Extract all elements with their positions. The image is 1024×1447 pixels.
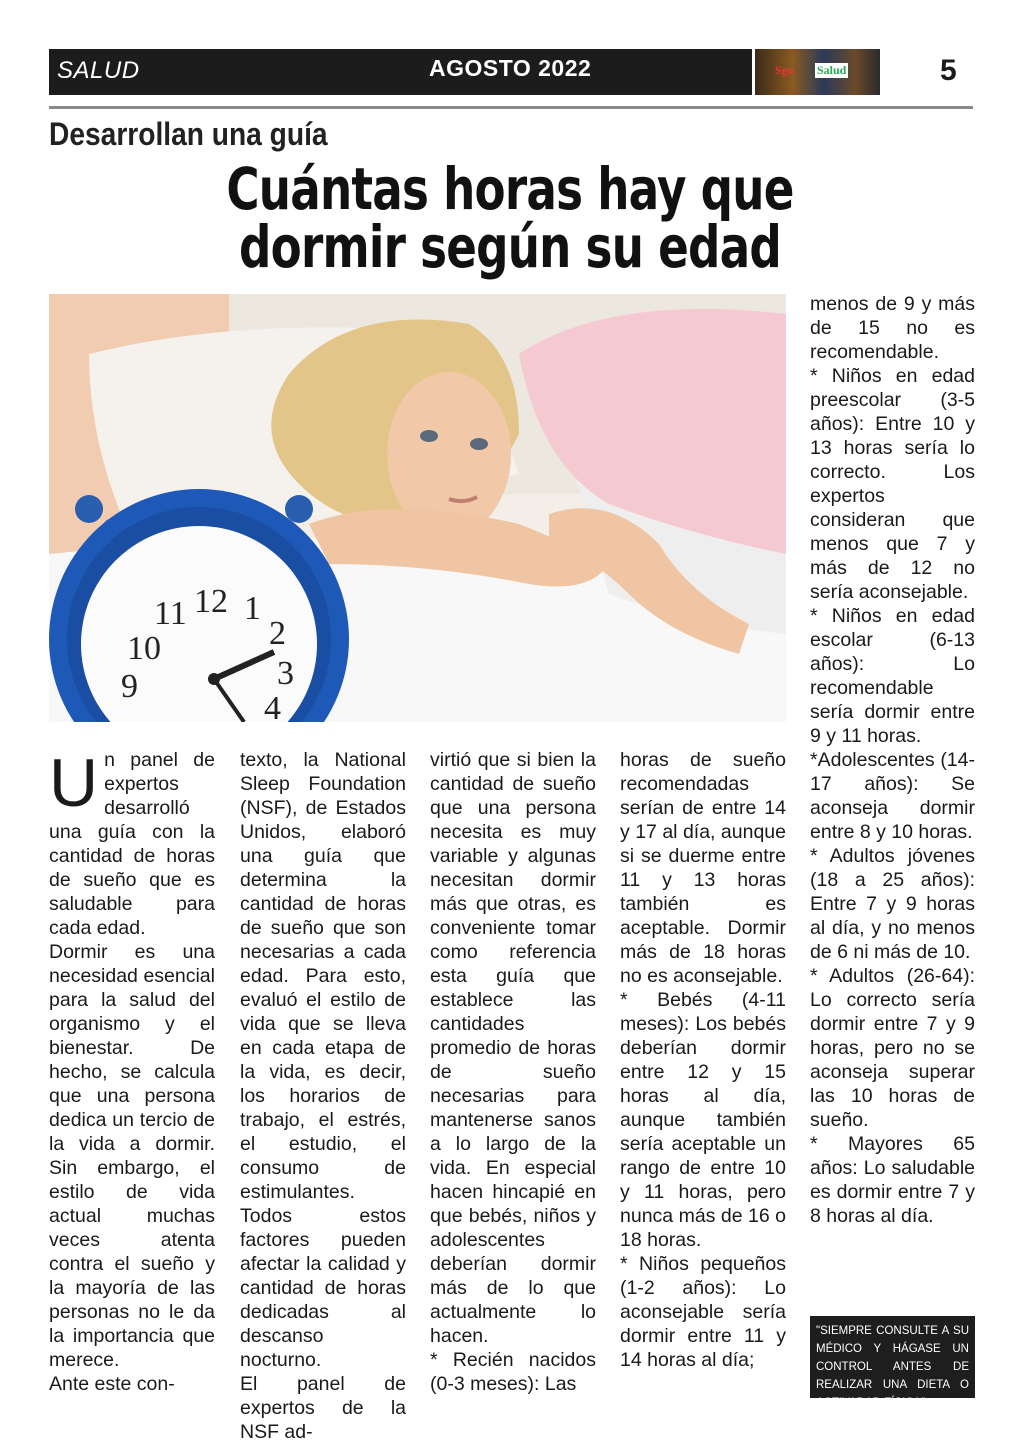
col5-paragraph-2: * Niños en edad preescolar (3-5 años): Entre 10 y 13 horas sería lo correcto. Los expertos consideran que menos que 7 y más de 12 no sería aconsejable. — [810, 365, 975, 603]
svg-text:2: 2 — [269, 615, 286, 652]
col4-paragraph-1: horas de sueño recomendadas serían de entre 14 y 17 al día, aunque si se duerme entre 11 y 13 horas también es aceptable. Dormir más de 18 horas no es aconsejable. — [620, 749, 786, 987]
col1-paragraph-3: Ante este con- — [49, 1373, 175, 1395]
svg-text:9: 9 — [121, 668, 138, 705]
col5-paragraph-5: * Adultos jóvenes (18 a 25 años): Entre 7 y 9 horas al día, y no menos de 6 ni más de 10. — [810, 845, 975, 963]
logo-text-right: Salud — [817, 63, 847, 77]
article-column-4 — [620, 748, 786, 1372]
svg-text:4: 4 — [264, 690, 281, 722]
col5-paragraph-4: *Adolescentes (14-17 años): Se aconseja dormir entre 8 y 10 horas. — [810, 749, 975, 843]
svg-text:1: 1 — [244, 590, 261, 627]
col5-paragraph-6: * Adultos (26-64): Lo correcto sería dormir entre 7 y 9 horas, pero no se aconseja superar las 10 horas de sueño. — [810, 965, 975, 1131]
health-notice-box: "SIEMPRE CONSULTE A SU MÉDICO Y HÁGASE UN CONTROL ANTES DE REALIZAR UNA DIETA O ACTIVADAD FÍSICA" — [810, 1316, 975, 1398]
logo-text-left: Sgo — [775, 63, 794, 77]
col5-paragraph-3: * Niños en edad escolar (6-13 años): Lo recomendable sería dormir entre 9 y 11 horas. — [810, 605, 975, 747]
svg-text:12: 12 — [194, 583, 228, 620]
alarm-clock-photo-icon — [49, 294, 786, 722]
col1-paragraph-1: n panel de expertos desarrolló una guía con la cantidad de horas de sueño que es saludable para cada edad. — [49, 749, 215, 939]
headline-line-2: dormir según su edad — [239, 213, 781, 281]
col2-paragraph-1: texto, la National Sleep Foundation (NSF), de Estados Unidos, elaboró una guía que determina la cantidad de horas de sueño que son necesarias a cada edad. Para esto, evaluó el estilo de vida que se lleva en cada etapa de la vida, es decir, los horarios de trabajo, el estrés, el estudio, el consumo de estimulantes. Todos estos factores pueden afectar la calidad y cantidad de horas dedicadas al descanso nocturno. — [240, 749, 406, 1371]
page-number: 5 — [940, 54, 957, 87]
col2-paragraph-2: El panel de expertos de la NSF ad- — [240, 1373, 406, 1443]
issue-date: AGOSTO 2022 — [429, 55, 592, 81]
col5-paragraph-1: menos de 9 y más de 15 no es recomendable. — [810, 293, 975, 363]
article-column-3 — [430, 748, 596, 1396]
col1-paragraph-2: Dormir es una necesidad esencial para la salud del organismo y el bienestar. De hecho, se calcula que una persona dedica un tercio de la vida a dormir. Sin embargo, el estilo de vida actual muchas veces atenta contra el sueño y la mayoría de las personas no le da la importancia que merece. — [49, 941, 215, 1371]
headline-line-1: Cuántas horas hay que — [226, 155, 794, 223]
col3-paragraph-2: * Recién nacidos (0-3 meses): Las — [430, 1349, 596, 1395]
header-bar — [49, 49, 752, 95]
article-kicker: Desarrollan una guía — [49, 116, 328, 152]
svg-text:3: 3 — [277, 655, 294, 692]
article-column-1 — [49, 745, 215, 1396]
article-column-5 — [810, 292, 975, 1228]
svg-text:11: 11 — [154, 595, 187, 632]
col5-paragraph-7: * Mayores 65 años: Lo saludable es dormir entre 7 y 8 horas al día. — [810, 1133, 975, 1227]
drop-cap: U — [49, 745, 99, 821]
article-photo — [49, 294, 786, 722]
col4-paragraph-3: * Niños pequeños (1-2 años): Lo aconsejable sería dormir entre 11 y 14 horas al día; — [620, 1253, 786, 1371]
publication-logo — [755, 49, 880, 95]
header-rule — [49, 106, 973, 109]
article-column-2 — [240, 748, 406, 1444]
col4-paragraph-2: * Bebés (4-11 meses): Los bebés deberían dormir entre 12 y 15 horas al día, aunque también sería aceptable un rango de entre 10 y 11 horas, pero nunca más de 16 o 18 horas. — [620, 989, 786, 1251]
svg-text:10: 10 — [127, 630, 161, 667]
col3-paragraph-1: virtió que si bien la cantidad de sueño que una persona necesita es muy variable y algunas necesitan dormir más que otras, es conveniente tomar como referencia esta guía que establece las cantidades promedio de horas de sueño necesarias para mantenerse sanos a lo largo de la vida. En especial hacen hincapié en que bebés, niños y adolescentes deberían dormir más de lo que actualmente lo hacen. — [430, 749, 596, 1347]
section-label: SALUD — [57, 57, 140, 84]
